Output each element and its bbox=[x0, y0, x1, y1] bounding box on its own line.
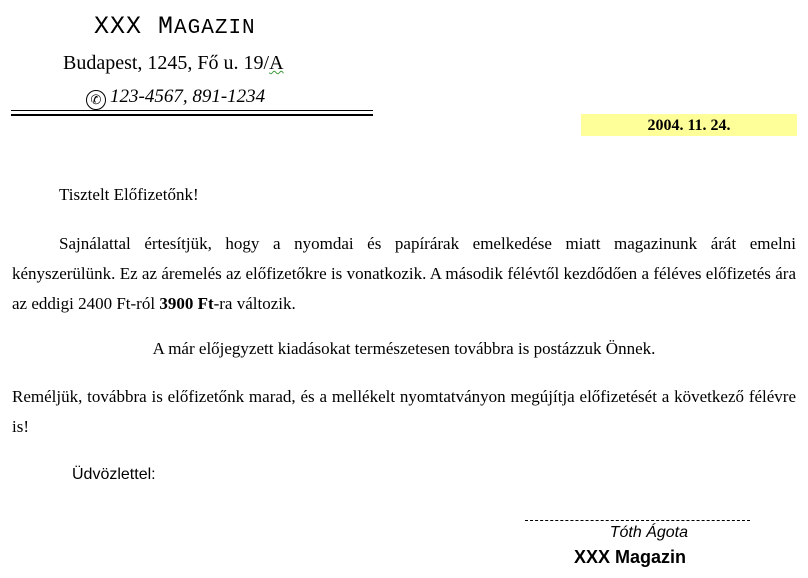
address-suffix: A bbox=[269, 52, 284, 74]
closing-greeting: Üdvözlettel: bbox=[72, 466, 156, 483]
body-paragraph-delivery: A már előjegyzett kiadásokat természetesen továbbra is postázzuk Önnek. bbox=[152, 339, 656, 358]
company-phone bbox=[86, 86, 265, 110]
body-paragraph-renewal: Reméljük, továbbra is előfizetőnk marad, és a mellékelt nyomtatványon megújítja előfizetését a következő félévre is! bbox=[12, 387, 796, 436]
company-name-initial: M bbox=[158, 12, 175, 41]
body-text-after: -ra változik. bbox=[213, 294, 296, 313]
phone-numbers: 123-4567, 891-1234 bbox=[110, 86, 266, 107]
body-text-before: Sajnálattal értesítjük, hogy a nyomdai és papírárak emelkedése miatt magazinunk árát emelni kényszerülünk. Ez az áremelés az előfizetőkre is vonatkozik. A második félévtől kezdődően a féléves előfizetés ára az eddigi 2400 Ft-ról bbox=[12, 234, 796, 313]
letterhead-rule-thin bbox=[11, 110, 373, 111]
new-price: 3900 Ft bbox=[159, 294, 214, 313]
company-name bbox=[94, 12, 256, 41]
letter-date: 2004. 11. 24. bbox=[581, 114, 797, 136]
signer-name-row bbox=[525, 524, 750, 542]
telephone-icon: ✆ bbox=[86, 90, 106, 110]
salutation: Tisztelt Előfizetőnk! bbox=[59, 185, 199, 204]
signer-name: Tóth Ágota bbox=[609, 524, 688, 541]
company-address bbox=[63, 52, 284, 75]
company-name-rest: AGAZIN bbox=[174, 17, 256, 40]
body-paragraph-price-change bbox=[12, 229, 796, 319]
letterhead-rule-thick bbox=[11, 114, 373, 116]
signature-line bbox=[525, 520, 750, 521]
company-name-first: XXX bbox=[94, 12, 159, 41]
address-text: Budapest, 1245, Fő u. 19/ bbox=[63, 52, 270, 74]
signer-company: XXX Magazin bbox=[574, 547, 687, 567]
